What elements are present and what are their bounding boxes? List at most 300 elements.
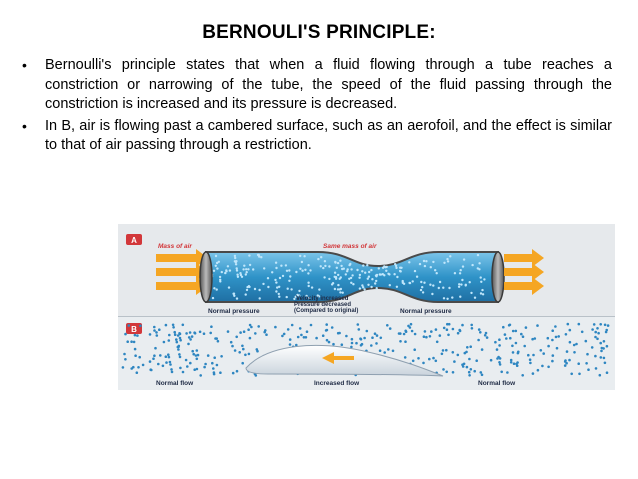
particle: [245, 293, 247, 295]
particle: [599, 374, 602, 377]
bullet-marker: •: [22, 117, 27, 134]
particle: [215, 265, 217, 267]
particle: [461, 324, 464, 327]
particle: [286, 270, 288, 272]
particle: [442, 349, 445, 352]
particle: [162, 365, 165, 368]
particle: [287, 288, 289, 290]
particle: [216, 262, 218, 264]
particle: [368, 271, 370, 273]
particle: [331, 283, 333, 285]
particle: [496, 348, 499, 351]
particle: [376, 287, 378, 289]
particle: [248, 254, 250, 256]
particle: [460, 283, 462, 285]
particle: [417, 357, 420, 360]
venturi-tube: [206, 252, 498, 302]
particle: [351, 274, 353, 276]
particle: [156, 334, 159, 337]
particle: [447, 260, 449, 262]
particle: [435, 328, 438, 331]
particle: [468, 371, 471, 374]
particle: [432, 357, 435, 360]
particle: [165, 361, 168, 364]
particle: [367, 284, 369, 286]
particle: [299, 255, 301, 257]
particle: [255, 374, 258, 377]
bullet-list: [22, 56, 612, 158]
particle: [157, 363, 160, 366]
particle: [547, 366, 550, 369]
particle: [345, 335, 348, 338]
particle: [481, 348, 484, 351]
particle: [281, 335, 284, 338]
particle: [594, 336, 597, 339]
particle: [586, 353, 589, 356]
particle: [386, 324, 389, 327]
same-mass-of-air-label: Same mass of air: [323, 243, 377, 250]
particle: [318, 288, 320, 290]
particle: [469, 281, 471, 283]
particle: [265, 333, 268, 336]
mass-of-air-label: Mass of air: [158, 243, 192, 250]
particle: [480, 281, 482, 283]
particle: [359, 337, 362, 340]
particle: [235, 336, 238, 339]
particle: [213, 356, 216, 359]
particle: [498, 344, 501, 347]
particle: [210, 325, 213, 328]
particle: [230, 341, 233, 344]
particle: [300, 334, 303, 337]
particle: [404, 330, 407, 333]
particle: [322, 267, 324, 269]
particle: [475, 359, 478, 362]
tube-outlet-ring: [492, 252, 504, 302]
particle: [470, 292, 472, 294]
particle: [158, 328, 161, 331]
particle: [477, 339, 480, 342]
particle: [587, 368, 590, 371]
particle: [585, 340, 588, 343]
particle: [179, 339, 182, 342]
particle: [547, 337, 550, 340]
particle: [443, 297, 445, 299]
particle: [165, 355, 168, 358]
particle: [564, 359, 567, 362]
particle: [512, 330, 515, 333]
particle: [216, 288, 218, 290]
particle: [565, 333, 568, 336]
particle: [295, 271, 297, 273]
particle: [604, 324, 607, 327]
particle: [422, 291, 424, 293]
particle: [334, 272, 336, 274]
particle: [271, 271, 273, 273]
bullet-marker: •: [22, 57, 27, 73]
particle: [388, 273, 390, 275]
particle: [463, 258, 465, 260]
particle: [219, 279, 221, 281]
particle: [366, 264, 368, 266]
particle: [471, 264, 473, 266]
particle: [431, 293, 433, 295]
particle: [462, 265, 464, 267]
particle: [442, 287, 444, 289]
particle: [258, 254, 260, 256]
particle: [280, 265, 282, 267]
particle: [288, 280, 290, 282]
particle: [189, 331, 192, 334]
particle: [557, 335, 560, 338]
particle: [217, 340, 220, 343]
particle: [585, 362, 588, 365]
particle: [246, 271, 248, 273]
particle: [225, 269, 227, 271]
particle: [234, 257, 236, 259]
particle: [298, 290, 300, 292]
particle: [396, 276, 398, 278]
particle: [478, 328, 481, 331]
particle: [328, 265, 330, 267]
particle: [199, 331, 202, 334]
particle: [459, 272, 461, 274]
particle: [189, 362, 192, 365]
particle: [188, 336, 191, 339]
particle: [245, 273, 247, 275]
particle: [267, 277, 269, 279]
particle: [258, 289, 260, 291]
particle: [259, 297, 261, 299]
particle: [213, 270, 215, 272]
particle: [480, 292, 482, 294]
particle: [520, 333, 523, 336]
particle: [446, 328, 449, 331]
particle: [529, 362, 532, 365]
particle: [282, 275, 284, 277]
particle: [383, 351, 386, 354]
particle: [522, 335, 525, 338]
particle: [389, 327, 392, 330]
particle: [159, 354, 162, 357]
particle: [248, 285, 250, 287]
particle: [199, 374, 202, 377]
normal-flow-right-label: Normal flow: [478, 380, 516, 387]
particle: [509, 324, 512, 327]
particle: [512, 351, 515, 354]
particle: [236, 370, 239, 373]
particle: [412, 360, 415, 363]
particle: [207, 354, 210, 357]
particle: [389, 284, 391, 286]
particle: [334, 288, 336, 290]
particle: [403, 333, 406, 336]
particle: [481, 374, 484, 377]
particle: [328, 278, 330, 280]
particle: [568, 359, 571, 362]
particle: [350, 346, 353, 349]
particle: [575, 343, 578, 346]
bullet-item: [22, 117, 612, 156]
particle: [441, 353, 444, 356]
particle: [566, 350, 569, 353]
particle: [339, 260, 341, 262]
particle: [419, 263, 421, 265]
particle: [517, 351, 520, 354]
particle: [442, 368, 445, 371]
particle: [371, 336, 374, 339]
particle: [573, 344, 576, 347]
particle: [241, 362, 244, 365]
particle: [402, 282, 404, 284]
particle: [249, 337, 252, 340]
particle: [551, 360, 554, 363]
particle: [134, 354, 137, 357]
particle: [209, 332, 212, 335]
particle: [382, 267, 384, 269]
particle: [260, 256, 262, 258]
particle: [182, 324, 185, 327]
particle: [340, 276, 342, 278]
particle: [308, 285, 310, 287]
particle: [393, 273, 395, 275]
particle: [305, 336, 308, 339]
bernoulli-figure: [118, 224, 615, 390]
particle: [351, 342, 354, 345]
particle: [182, 371, 185, 374]
particle: [324, 260, 326, 262]
particle: [362, 286, 364, 288]
particle: [163, 341, 166, 344]
particle: [325, 323, 328, 326]
particle: [350, 268, 352, 270]
particle: [177, 346, 180, 349]
particle: [399, 332, 402, 335]
particle: [351, 338, 354, 341]
particle: [479, 331, 482, 334]
pressure-decreased-label: Pressure decreased: [294, 302, 352, 308]
particle: [320, 256, 322, 258]
particle: [451, 296, 453, 298]
particle: [400, 270, 402, 272]
particle: [470, 368, 473, 371]
particle: [379, 273, 381, 275]
particle: [564, 364, 567, 367]
particle: [430, 330, 433, 333]
particle: [249, 324, 252, 327]
particle: [275, 281, 277, 283]
particle: [196, 368, 199, 371]
particle: [128, 324, 131, 327]
bullet-text: In B, air is flowing past a cambered surface, such as an aerofoil, and the effect is similar to that of air passing through a restriction.: [45, 117, 612, 153]
particle: [532, 354, 535, 357]
particle: [249, 264, 251, 266]
particle: [232, 372, 235, 375]
particle: [295, 344, 298, 347]
particle: [505, 337, 508, 340]
particle: [267, 286, 269, 288]
particle: [122, 366, 125, 369]
particle: [602, 347, 605, 350]
particle: [581, 331, 584, 334]
particle: [315, 337, 318, 340]
particle: [593, 323, 596, 326]
particle: [247, 268, 249, 270]
increased-flow-label: Increased flow: [314, 380, 360, 387]
particle: [168, 334, 171, 337]
particle: [446, 298, 448, 300]
particle: [411, 330, 414, 333]
particle: [420, 289, 422, 291]
bullet-text: Bernoulli's principle states that when a fluid flowing through a tube reaches a constriction or narrowing of the tube, the speed of the fluid passing through the constriction is increased and its pressure is decreased.: [45, 57, 612, 112]
particle: [542, 352, 545, 355]
particle: [228, 286, 230, 288]
particle: [216, 267, 218, 269]
particle: [278, 286, 280, 288]
particle: [167, 353, 170, 356]
particle: [134, 334, 137, 337]
particle: [531, 338, 534, 341]
particle: [191, 350, 194, 353]
particle: [301, 261, 303, 263]
particle: [477, 267, 479, 269]
particle: [310, 324, 313, 327]
particle: [436, 272, 438, 274]
particle: [474, 297, 476, 299]
particle: [429, 284, 431, 286]
particle: [425, 336, 428, 339]
particle: [235, 263, 237, 265]
particle: [172, 326, 175, 329]
particle: [256, 350, 259, 353]
particle: [370, 344, 373, 347]
particle: [569, 329, 572, 332]
particle: [124, 358, 127, 361]
particle: [359, 274, 361, 276]
particle: [153, 326, 156, 329]
particle: [136, 334, 139, 337]
particle: [551, 339, 554, 342]
particle: [482, 293, 484, 295]
particle: [178, 353, 181, 356]
particle: [536, 324, 539, 327]
particle: [477, 254, 479, 256]
particle: [361, 270, 363, 272]
particle: [414, 333, 417, 336]
particle: [196, 358, 199, 361]
particle: [340, 288, 342, 290]
particle: [408, 261, 410, 263]
particle: [203, 332, 206, 335]
particle: [307, 264, 309, 266]
particle: [341, 343, 344, 346]
particle: [554, 325, 557, 328]
particle: [168, 356, 171, 359]
particle: [290, 288, 292, 290]
particle: [219, 371, 222, 374]
particle: [567, 323, 570, 326]
particle: [494, 341, 497, 344]
particle: [374, 332, 377, 335]
particle: [309, 269, 311, 271]
normal-pressure-right-label: Normal pressure: [400, 308, 452, 315]
particle: [262, 283, 264, 285]
particle: [594, 331, 597, 334]
particle: [236, 297, 238, 299]
particle: [404, 340, 407, 343]
particle: [423, 260, 425, 262]
particle: [438, 287, 440, 289]
particle: [486, 336, 489, 339]
particle: [499, 357, 502, 360]
particle: [297, 336, 300, 339]
particle: [332, 343, 335, 346]
particle: [254, 288, 256, 290]
particle: [325, 329, 328, 332]
particle: [446, 323, 449, 326]
particle: [458, 283, 460, 285]
particle: [203, 366, 206, 369]
particle: [278, 293, 280, 295]
particle: [551, 329, 554, 332]
outflow-arrows: [504, 249, 544, 295]
particle: [341, 268, 343, 270]
particle: [428, 358, 431, 361]
particle: [289, 343, 292, 346]
particle: [404, 356, 407, 359]
particle: [324, 265, 326, 267]
particle: [275, 267, 277, 269]
particle: [490, 359, 493, 362]
particle: [573, 351, 576, 354]
particle: [424, 330, 427, 333]
particle: [303, 255, 305, 257]
particle: [350, 282, 352, 284]
particle: [246, 289, 248, 291]
particle: [149, 360, 152, 363]
particle: [185, 332, 188, 335]
particle: [367, 278, 369, 280]
particle: [513, 362, 516, 365]
particle: [337, 332, 340, 335]
particle: [446, 258, 448, 260]
particle: [511, 345, 514, 348]
particle: [423, 282, 425, 284]
particle: [179, 356, 182, 359]
compared-to-original-label: (Compared to original): [294, 308, 359, 314]
particle: [234, 260, 236, 262]
particle: [375, 342, 378, 345]
particle: [407, 325, 410, 328]
particle: [516, 361, 519, 364]
particle: [248, 353, 251, 356]
particle: [578, 373, 581, 376]
particle: [439, 334, 442, 337]
particle: [286, 296, 288, 298]
particle: [185, 359, 188, 362]
particle: [275, 262, 277, 264]
particle: [194, 332, 197, 335]
particle: [570, 373, 573, 376]
particle: [375, 275, 377, 277]
particle: [307, 272, 309, 274]
particle: [234, 255, 236, 257]
particle: [124, 333, 127, 336]
particle: [169, 363, 172, 366]
particle: [400, 267, 402, 269]
particle: [460, 269, 462, 271]
particle: [565, 362, 568, 365]
